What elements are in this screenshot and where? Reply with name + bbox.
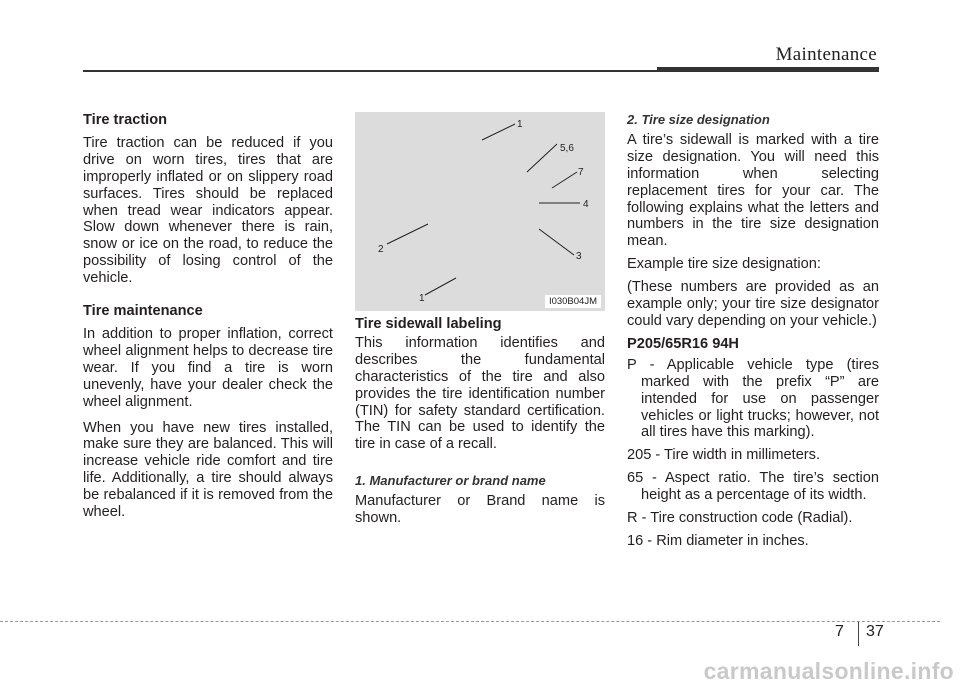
page-separator	[858, 622, 859, 646]
manufacturer-text: Manufacturer or Brand name is shown.	[355, 493, 605, 527]
example-designation: P205/65R16 94H	[627, 335, 739, 352]
list-item: 65 - Aspect ratio. The tire’s section height as a percentage of its width.	[627, 470, 879, 504]
figure-code: I030B04JM	[545, 295, 601, 308]
watermark: carmanualsonline.info	[703, 658, 954, 684]
callout-label: 7	[578, 167, 584, 178]
sidewall-labeling-heading: Tire sidewall labeling	[355, 316, 502, 332]
section-title: Maintenance	[775, 44, 877, 65]
size-designation-heading: 2. Tire size designation	[627, 112, 770, 127]
callout-label: 1	[517, 119, 523, 130]
header-rule-accent	[657, 67, 879, 72]
footer-rule	[0, 621, 940, 622]
list-item: 16 - Rim diameter in inches.	[627, 532, 809, 549]
size-designation-paragraph-3: (These numbers are provided as an example only; your tire size designator could vary depending on your vehicle.)	[627, 279, 879, 329]
sidewall-labeling-text: This information identifies and describes the fundamental characteristics of the tire and also provides the tire identification number (TIN) for safety standard certification. The TIN can be used to identify the tire in case of a recall.	[355, 334, 605, 453]
tire-maintenance-paragraph-1: In addition to proper inflation, correct wheel alignment helps to decrease tire wear. If you find a tire is worn unevenly, have your dealer check the wheel alignment.	[83, 325, 333, 410]
tire-traction-heading: Tire traction	[83, 112, 168, 128]
chapter-number: 7	[835, 623, 844, 640]
page-number: 37	[866, 623, 884, 640]
callout-label: 3	[576, 251, 582, 262]
manufacturer-heading: 1. Manufacturer or brand name	[355, 473, 546, 489]
size-designation-paragraph-2: Example tire size designation:	[627, 256, 821, 273]
tire-traction-text: Tire traction can be reduced if you drive on worn tires, tires that are improperly inflated or on slippery road surfaces. Tires should be replaced when tread wear indicators appear. Slow down whenever there is rain, snow or ice on the road, to reduce the possibility of losing control of the vehicle.	[83, 134, 333, 287]
size-designation-paragraph-1: A tire’s sidewall is marked with a tire size designation. You will need this information when selecting replacement tires for your car. The following explains what the letters and numbers in the tire size designation mean.	[627, 131, 879, 250]
callout-label: 2	[378, 244, 384, 255]
callout-lines	[355, 112, 605, 311]
tire-maintenance-heading: Tire maintenance	[83, 303, 203, 320]
callout-label: 4	[583, 199, 589, 210]
tire-sidewall-illustration	[355, 112, 605, 311]
column-right	[627, 112, 879, 559]
tire-maintenance-paragraph-2: When you have new tires installed, make sure they are balanced. This will increase vehicle ride comfort and tire life. Additionally, a tire should always be rebalanced if it is removed from the wheel.	[83, 419, 333, 521]
callout-label: 1	[419, 293, 425, 304]
column-left	[83, 112, 333, 530]
column-middle	[355, 316, 605, 536]
list-item: P - Applicable vehicle type (tires marked with the prefix “P” are intended for use on passenger vehicles or light trucks; however, not all tires have this marking).	[627, 356, 879, 441]
callout-label: 5,6	[560, 143, 574, 154]
list-item: R - Tire construction code (Radial).	[627, 510, 853, 527]
list-item: 205 - Tire width in millimeters.	[627, 447, 821, 464]
